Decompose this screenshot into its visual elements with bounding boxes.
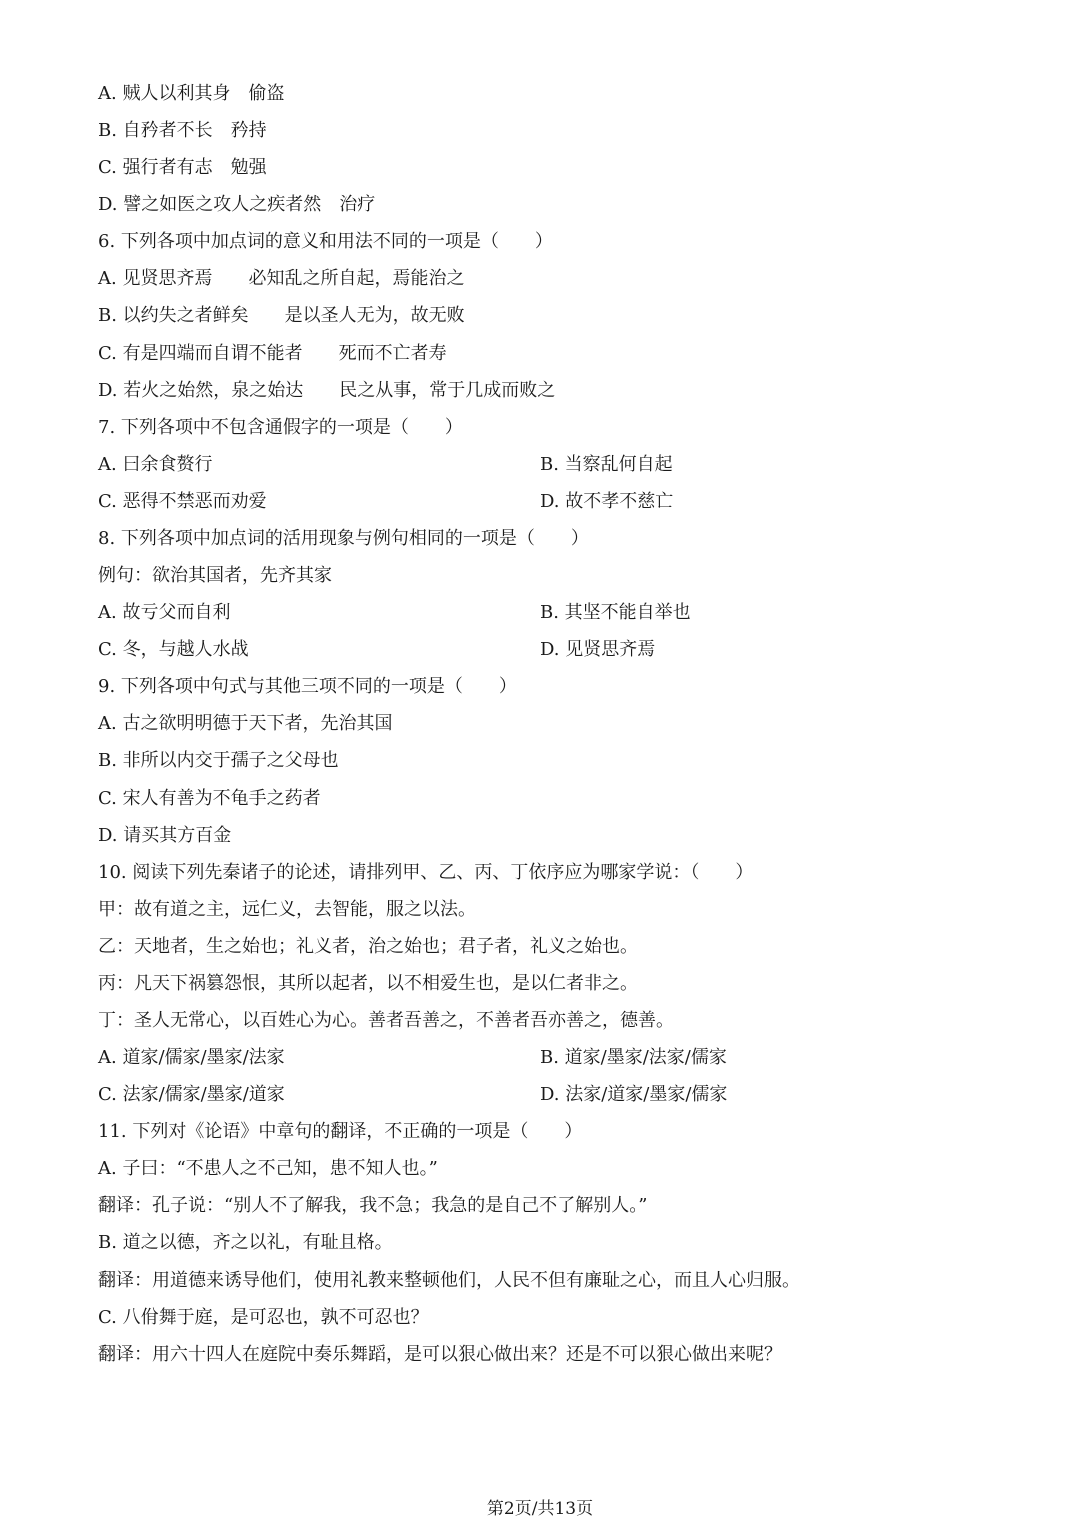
text-line: 甲：故有道之主，远仁义，去智能，服之以法。: [98, 898, 476, 920]
option-left: C. 冬，与越人水战: [98, 639, 249, 661]
option-left: C. 恶得不禁恶而劝爱: [98, 490, 267, 512]
option-right: B. 当察乱何自起: [540, 453, 673, 475]
option-right: D. 法家/道家/墨家/儒家: [540, 1084, 728, 1106]
text-line: 乙：天地者，生之始也；礼义者，治之始也；君子者，礼义之始也。: [98, 935, 638, 957]
text-line: C. 强行者有志 勉强: [98, 157, 267, 179]
option-right: B. 道家/墨家/法家/儒家: [540, 1047, 727, 1069]
text-line: A. 古之欲明明德于天下者，先治其国: [98, 713, 393, 735]
text-line: A. 见贤思齐焉 必知乱之所自起，焉能治之: [98, 268, 465, 290]
text-line: B. 道之以德，齐之以礼，有耻且格。: [98, 1232, 393, 1254]
text-line: 10. 阅读下列先秦诸子的论述，请排列甲、乙、丙、丁依序应为哪家学说：（ ）: [98, 861, 754, 883]
text-line: D. 请买其方百金: [98, 824, 232, 846]
option-left: A. 曰余食赘行: [98, 453, 213, 475]
text-line: 9. 下列各项中句式与其他三项不同的一项是（ ）: [98, 676, 517, 698]
option-right: D. 见贤思齐焉: [540, 639, 656, 661]
option-left: A. 故亏父而自利: [98, 602, 231, 624]
text-line: C. 有是四端而自谓不能者 死而不亡者寿: [98, 342, 447, 364]
text-line: B. 非所以内交于孺子之父母也: [98, 750, 339, 772]
text-line: A. 子曰：“不患人之不己知，患不知人也。”: [98, 1158, 438, 1180]
page-footer: 第2页/共13页: [486, 1499, 594, 1519]
text-line: 翻译：孔子说：“别人不了解我，我不急；我急的是自己不了解别人。”: [98, 1195, 648, 1217]
text-line: 丙：凡天下祸篡怨恨，其所以起者，以不相爱生也，是以仁者非之。: [98, 972, 638, 994]
text-line: 翻译：用六十四人在庭院中奏乐舞蹈，是可以狠心做出来？还是不可以狠心做出来呢？: [98, 1343, 782, 1365]
text-line: B. 自矜者不长 矜持: [98, 120, 267, 142]
text-line: 8. 下列各项中加点词的活用现象与例句相同的一项是（ ）: [98, 527, 589, 549]
text-line: 7. 下列各项中不包含通假字的一项是（ ）: [98, 416, 463, 438]
text-line: C. 八佾舞于庭，是可忍也，孰不可忍也？: [98, 1306, 429, 1328]
option-left: C. 法家/儒家/墨家/道家: [98, 1084, 285, 1106]
text-line: C. 宋人有善为不龟手之药者: [98, 787, 321, 809]
text-line: 例句：欲治其国者，先齐其家: [98, 565, 332, 587]
text-line: 丁：圣人无常心，以百姓心为心。善者吾善之，不善者吾亦善之，德善。: [98, 1010, 674, 1031]
option-left: A. 道家/儒家/墨家/法家: [98, 1047, 285, 1069]
text-line: 6. 下列各项中加点词的意义和用法不同的一项是（ ）: [98, 231, 553, 253]
text-line: D. 譬之如医之攻人之疾者然 治疗: [98, 194, 376, 216]
option-right: D. 故不孝不慈亡: [540, 490, 674, 512]
option-right: B. 其坚不能自举也: [540, 602, 691, 624]
text-line: B. 以约失之者鲜矣 是以圣人无为，故无败: [98, 305, 465, 327]
text-line: A. 贼人以利其身 偷盗: [98, 83, 285, 104]
text-line: D. 若火之始然，泉之始达 民之从事，常于几成而败之: [98, 379, 556, 401]
text-line: 翻译：用道德来诱导他们，使用礼教来整顿他们，人民不但有廉耻之心，而且人心归服。: [98, 1269, 800, 1291]
text-line: 11. 下列对《论语》中章句的翻译，不正确的一项是（ ）: [98, 1121, 583, 1143]
